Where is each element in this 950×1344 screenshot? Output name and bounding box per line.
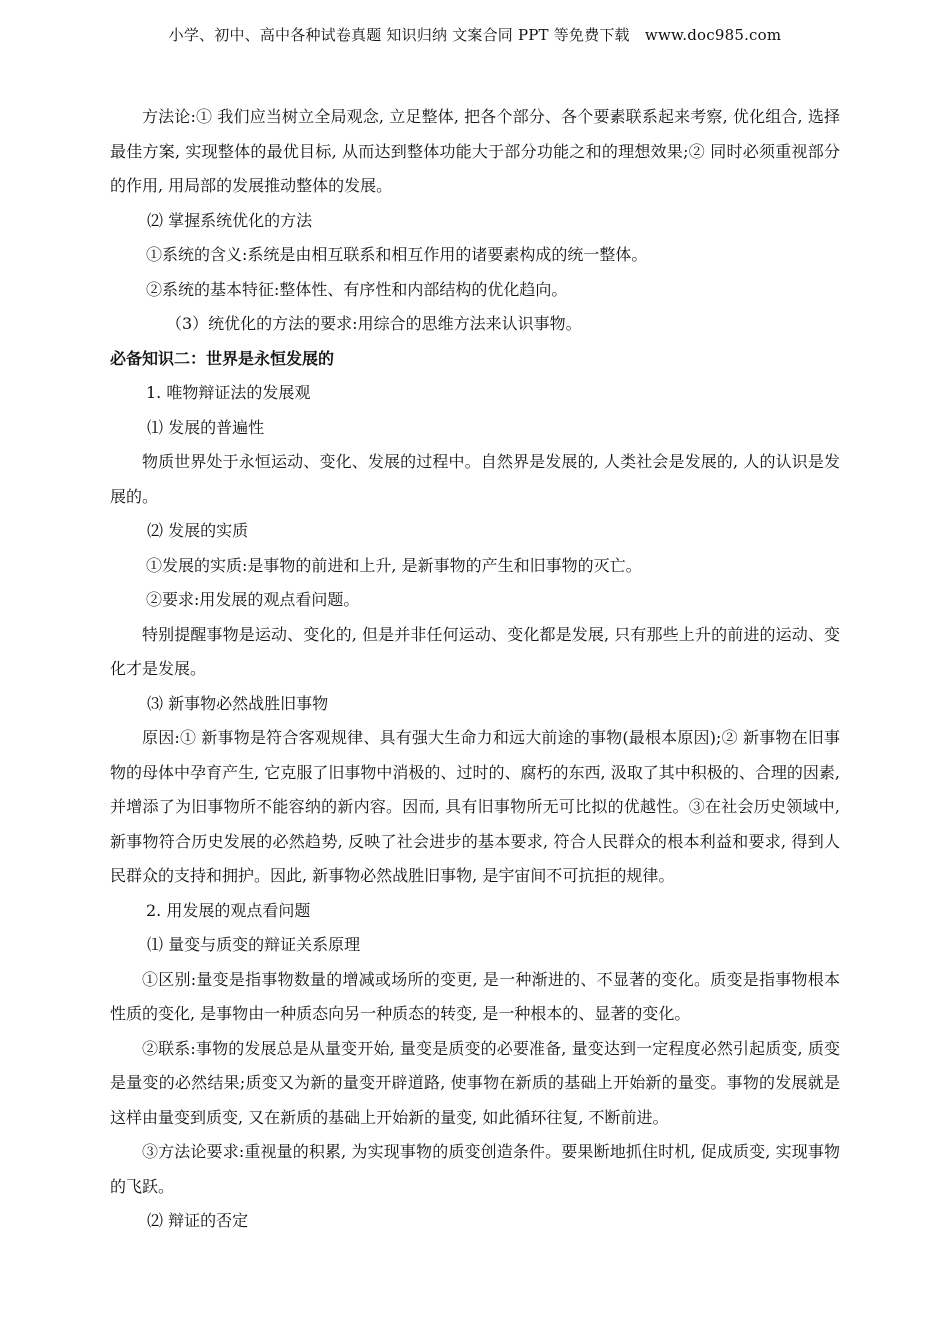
subheading-development-view: 1. 唯物辩证法的发展观 (146, 383, 311, 402)
list-item-optimization-requirement: （3）统优化的方法的要求:用综合的思维方法来认识事物。 (166, 314, 582, 333)
document-body (110, 100, 840, 1239)
paragraph-difference: ①区别:量变是指事物数量的增减或场所的变更, 是一种渐进的、不显著的变化。质变是指事物根本性质的变化, 是事物由一种质态向另一种质态的转变, 是一种根本的、显著的变化。 (110, 969, 840, 1023)
paragraph-material-world: 物质世界处于永恒运动、变化、发展的过程中。自然界是发展的, 人类社会是发展的, 人的认识是发展的。 (110, 452, 840, 506)
subheading-essence: ⑵ 发展的实质 (147, 521, 249, 540)
subheading-universality: ⑴ 发展的普遍性 (147, 417, 265, 437)
subheading-new-things: ⑶ 新事物必然战胜旧事物 (147, 693, 329, 713)
paragraph-methodology: 方法论:① 我们应当树立全局观念, 立足整体, 把各个部分、各个要素联系起来考察, 优化组合, 选择最佳方案, 实现整体的最优目标, 从而达到整体功能大于部分功能之和的理想效果;② 同时必须重视部分的作用, 用局部的发展推动整体的发展。 (110, 107, 840, 195)
paragraph-method-requirement: ③方法论要求:重视量的积累, 为实现事物的质变创造条件。要果断地抓住时机, 促成质变, 实现事物的飞跃。 (110, 1142, 840, 1196)
list-item-system-features: ②系统的基本特征:整体性、有序性和内部结构的优化趋向。 (146, 279, 568, 299)
paragraph-reasons: 原因:① 新事物是符合客观规律、具有强大生命力和远大前途的事物(最根本原因);② 新事物在旧事物的母体中孕育产生, 它克服了旧事物中消极的、过时的、腐朽的东西, 汲取了其中积极的、合理的因素, 并增添了为旧事物所不能容纳的新内容。因而, 具有旧事物所无可比拟的优越性。③在社会历史领域中, 新事物符合历史发展的必然趋势, 反映了社会进步的基本要求, 符合人民群众的根本利益和要求, 得到人民群众的支持和拥护。因此, 新事物必然战胜旧事物, 是宇宙间不可抗拒的规律。 (110, 728, 840, 885)
paragraph-special-reminder: 特别提醒事物是运动、变化的, 但是并非任何运动、变化都是发展, 只有那些上升的前进的运动、变化才是发展。 (110, 624, 840, 678)
list-item-essence: ①发展的实质:是事物的前进和上升, 是新事物的产生和旧事物的灭亡。 (146, 555, 642, 575)
section-heading-world-development: 必备知识二：世界是永恒发展的 (110, 348, 335, 368)
paragraph-connection: ②联系:事物的发展总是从量变开始, 量变是质变的必要准备, 量变达到一定程度必然引起质变, 质变是量变的必然结果;质变又为新的量变开辟道路, 使事物在新质的基础上开始新的量变。事物的发展就是这样由量变到质变, 又在新质的基础上开始新的量变, 如此循环往复, 不断前进。 (110, 1038, 840, 1127)
list-item-requirement: ②要求:用发展的观点看问题。 (146, 590, 360, 609)
list-item-system-meaning: ①系统的含义:系统是由相互联系和相互作用的诸要素构成的统一整体。 (146, 245, 648, 264)
subheading-quantity-quality: ⑴ 量变与质变的辩证关系原理 (147, 935, 361, 954)
subheading-dialectical-negation: ⑵ 辩证的否定 (147, 1211, 249, 1230)
subheading-system-optimization: ⑵ 掌握系统优化的方法 (147, 210, 313, 230)
page-header: 小学、初中、高中各种试卷真题 知识归纳 文案合同 PPT 等免费下载 www.doc985.com (168, 26, 782, 44)
subheading-development-viewpoint: 2. 用发展的观点看问题 (146, 900, 311, 920)
